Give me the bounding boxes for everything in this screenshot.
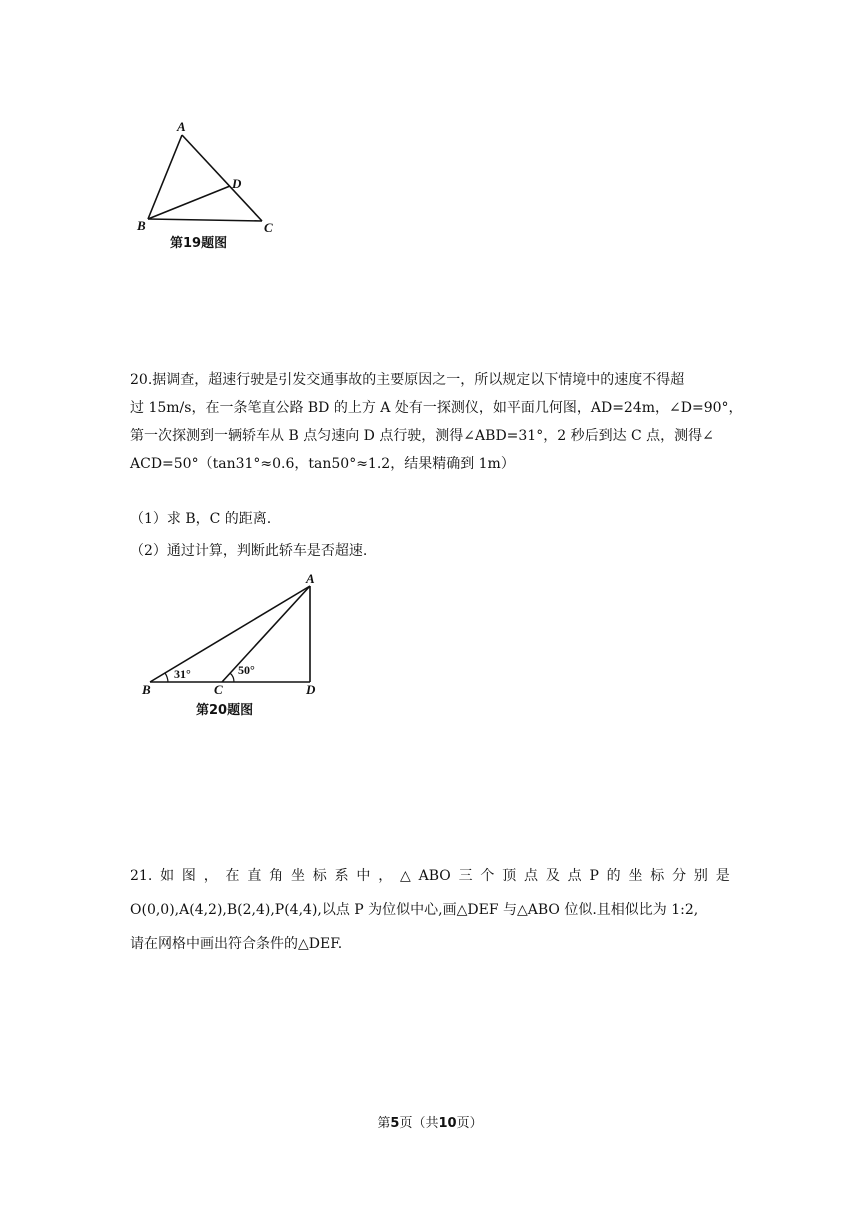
- q21-line-3: 请在网格中画出符合条件的△DEF.: [130, 936, 343, 952]
- segment-ac: [222, 586, 310, 682]
- q21-word: 别: [693, 868, 708, 884]
- q21-word: ，: [378, 868, 393, 884]
- segment-ac: [182, 135, 262, 221]
- q21-word: △: [400, 868, 411, 884]
- label-c: C: [264, 220, 273, 235]
- segment-bc: [148, 219, 262, 221]
- q21-word: 顶: [502, 868, 517, 884]
- q21-word: 坐: [290, 868, 305, 884]
- label-d: D: [232, 176, 242, 191]
- q21-word: 如: [160, 868, 175, 884]
- q20-line-3: 第一次探测到一辆轿车从 B 点匀速向 D 点行驶，测得∠ABD=31°，2 秒后到达 C 点，测得∠: [130, 428, 714, 444]
- q20-part-1: （1）求 B，C 的距离.: [130, 511, 272, 527]
- q21-line-2: O(0,0),A(4,2),B(2,4),P(4,4),以点 P 为位似中心,画△DEF 与△ABO 位似.且相似比为 1:2,: [130, 902, 699, 918]
- q21-word: 三: [458, 868, 473, 884]
- label-a: A: [177, 119, 186, 134]
- q21-word: 点: [567, 868, 582, 884]
- label-c: C: [214, 682, 223, 697]
- angle-b-label: 31°: [174, 667, 191, 681]
- q20-line-4: ACD=50°（tan31°≈0.6，tan50°≈1.2，结果精确到 1m）: [130, 456, 515, 472]
- angle-c-arc: [230, 673, 234, 682]
- q21-word: 标: [650, 868, 665, 884]
- figure-20: [130, 566, 330, 726]
- footer-mid: 页（共: [399, 1116, 439, 1131]
- segment-bd: [148, 186, 230, 219]
- footer-suffix: 页）: [456, 1116, 483, 1131]
- question-20: [130, 366, 743, 478]
- figure-19-drawing: [130, 118, 280, 258]
- label-b: B: [137, 218, 146, 233]
- q21-word: 点: [524, 868, 538, 884]
- q21-word: ，: [203, 868, 218, 884]
- q21-word: 及: [545, 868, 560, 884]
- label-b: B: [142, 682, 151, 697]
- q21-word: 个: [480, 868, 495, 884]
- figure-19-caption: 第19题图: [170, 236, 228, 251]
- footer-total-pages: 10: [438, 1116, 457, 1131]
- q20-part-2: （2）通过计算，判断此轿车是否超速.: [130, 543, 368, 559]
- angle-b-arc: [165, 673, 168, 682]
- q21-word: 21.: [130, 868, 153, 884]
- figure-19: [130, 118, 280, 258]
- question-21: [130, 862, 730, 958]
- q21-word: 图: [181, 868, 196, 884]
- q21-word: 分: [672, 868, 687, 884]
- q21-word: 中: [356, 868, 371, 884]
- q21-word: 直: [247, 868, 262, 884]
- q21-word: 角: [269, 868, 284, 884]
- q21-word: 在: [225, 868, 240, 884]
- q21-word: 标: [312, 868, 327, 884]
- figure-20-drawing: [130, 566, 330, 726]
- q21-word: 是: [715, 868, 730, 884]
- q20-line-1: 20.据调查，超速行驶是引发交通事故的主要原因之一，所以规定以下情境中的速度不得超: [130, 372, 685, 388]
- angle-c-label: 50°: [238, 663, 255, 677]
- label-d: D: [306, 682, 316, 697]
- q21-line-1: [130, 862, 730, 890]
- segment-ab: [148, 135, 182, 219]
- q21-word: 的: [606, 868, 621, 884]
- page-footer: [0, 1112, 860, 1131]
- label-a: A: [306, 571, 315, 586]
- footer-prefix: 第: [377, 1116, 391, 1131]
- q21-word: P: [589, 868, 599, 884]
- figure-20-caption: 第20题图: [196, 703, 254, 718]
- q21-word: ABO: [418, 868, 451, 884]
- q21-word: 坐: [628, 868, 643, 884]
- q20-line-2: 过 15m/s，在一条笔直公路 BD 的上方 A 处有一探测仪，如平面几何图，AD=24m，∠D=90°，: [130, 400, 743, 416]
- footer-page-number: 5: [390, 1116, 400, 1131]
- q21-word: 系: [334, 868, 349, 884]
